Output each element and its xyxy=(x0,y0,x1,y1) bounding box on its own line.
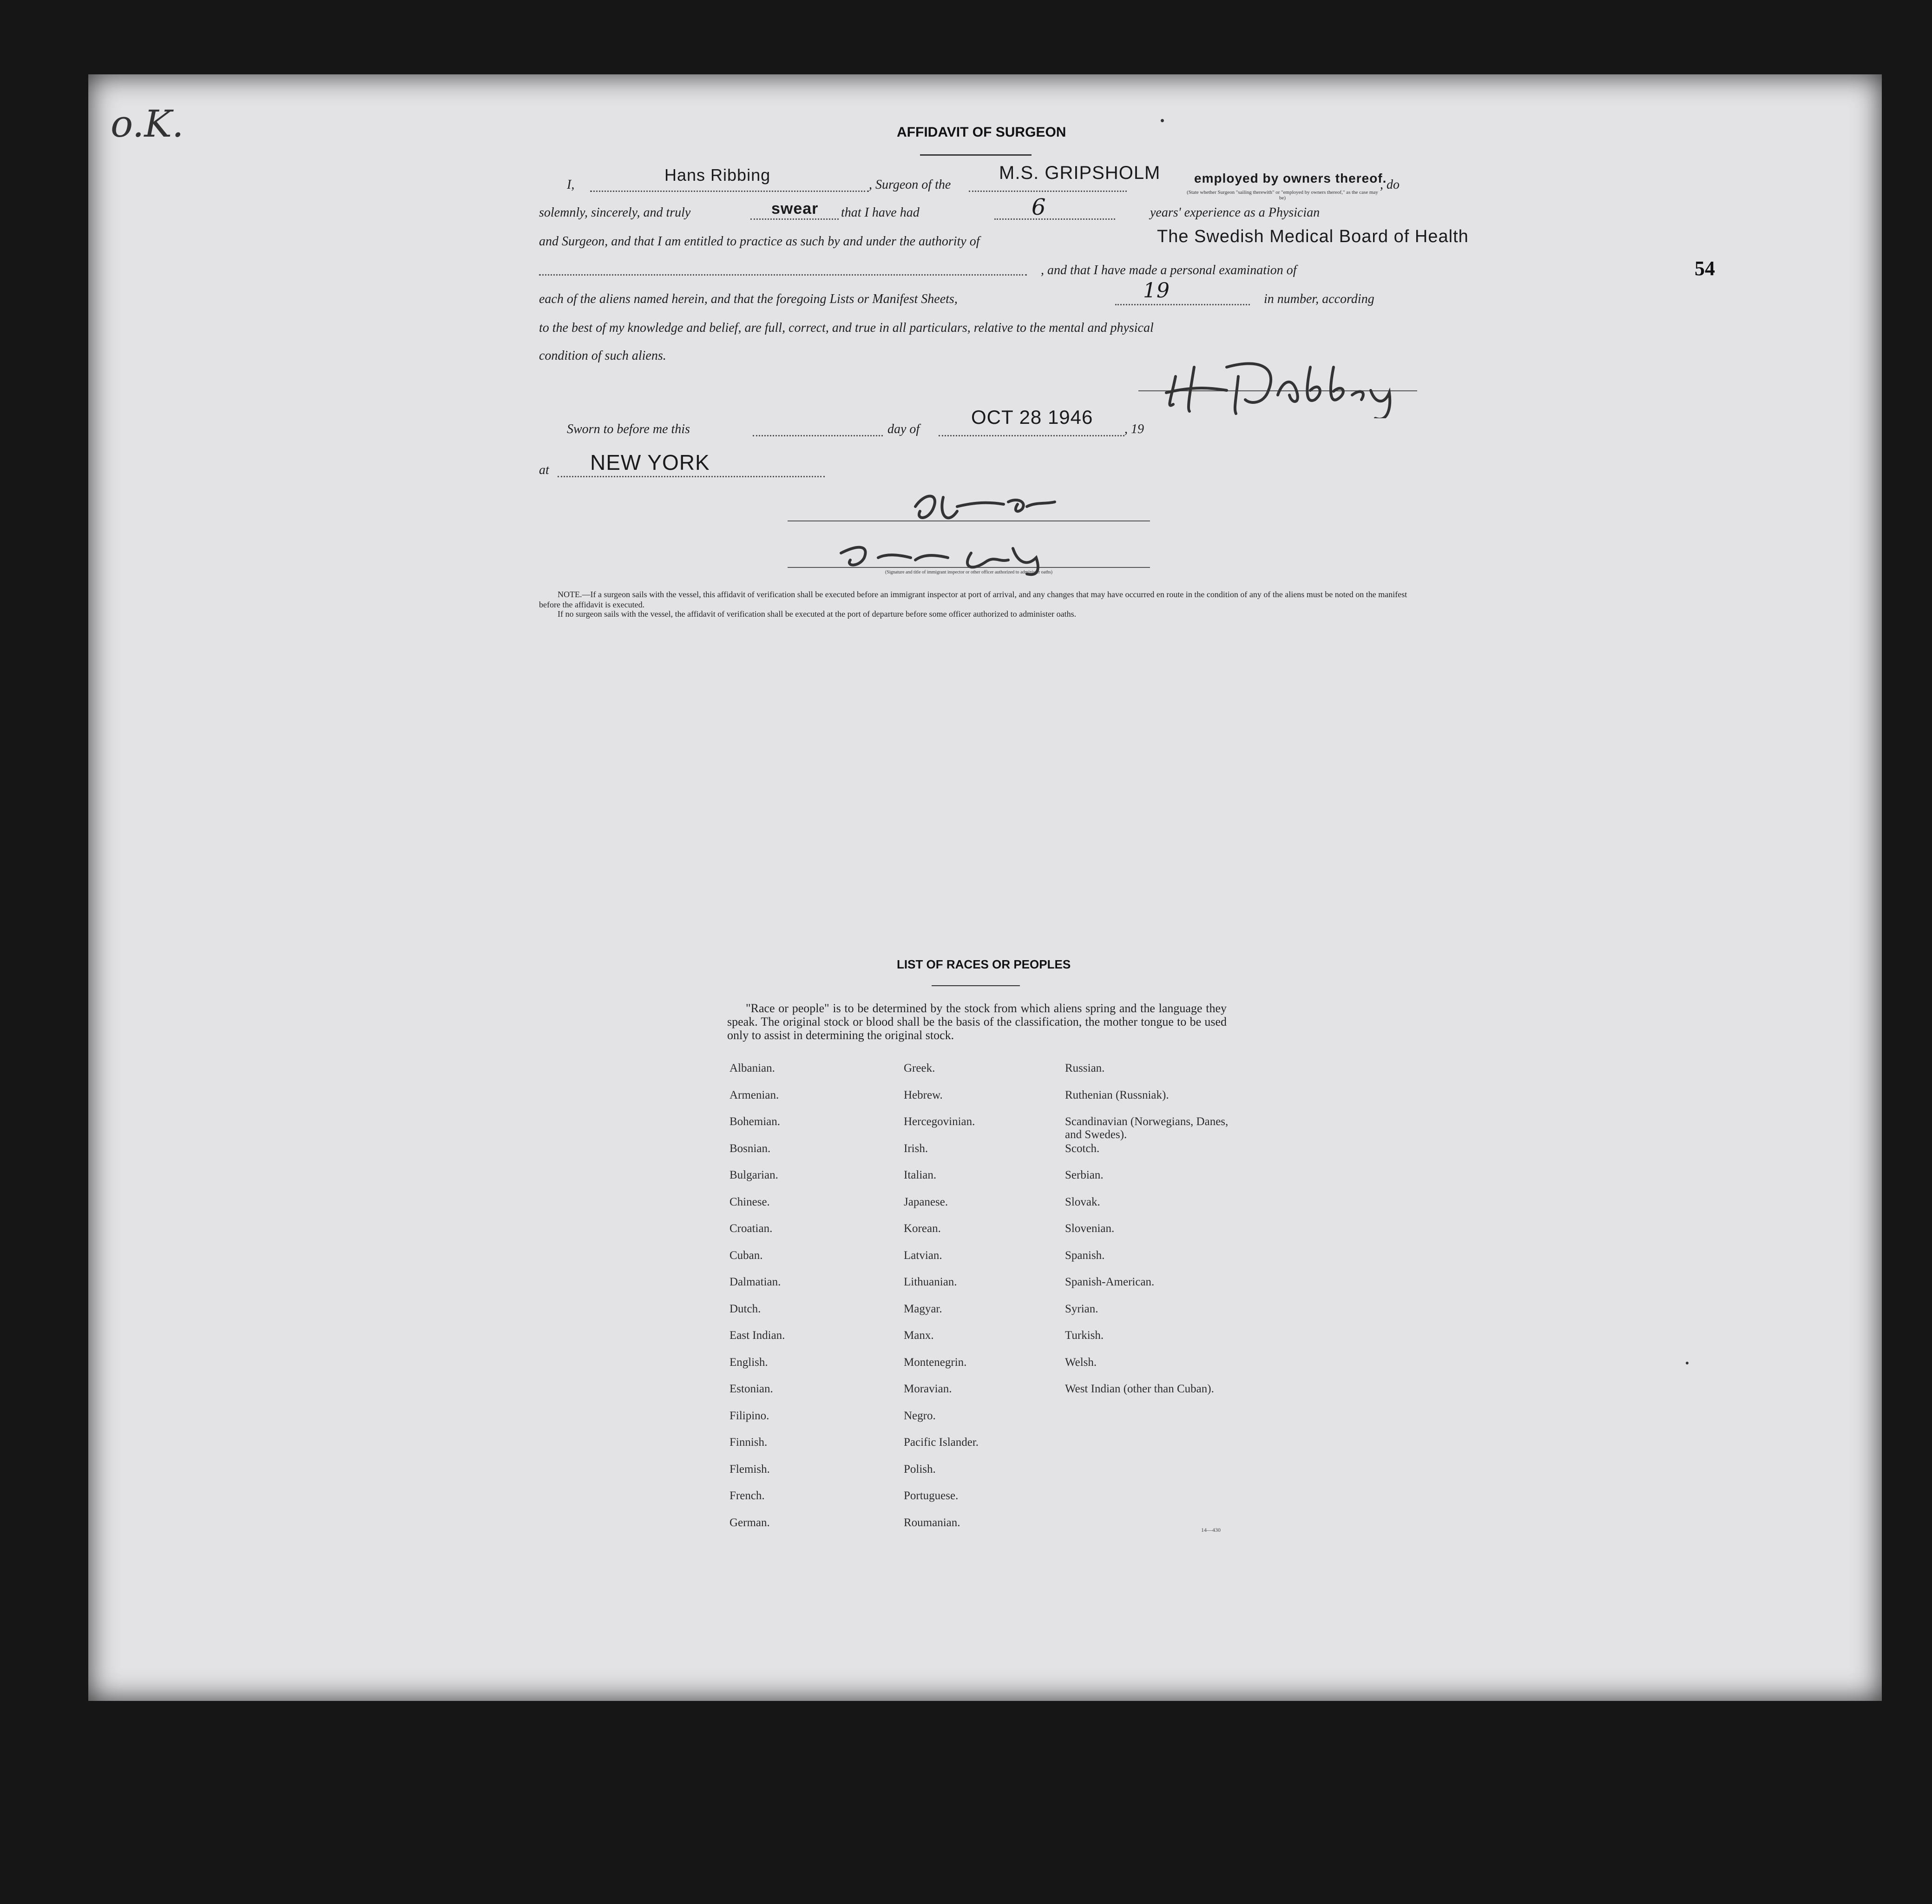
years-experience-text: years' experience as a Physician xyxy=(1150,205,1320,220)
race-item: Slovenian. xyxy=(1065,1222,1115,1235)
race-item: Bosnian. xyxy=(729,1142,771,1155)
race-item: Flemish. xyxy=(729,1463,770,1476)
race-item: East Indian. xyxy=(729,1329,785,1342)
fill-line xyxy=(994,218,1115,220)
each-of-aliens-text: each of the aliens named herein, and that the foregoing Lists or Manifest Sheets, xyxy=(539,292,958,306)
authority-field[interactable]: The Swedish Medical Board of Health xyxy=(1157,227,1469,246)
race-item: Pacific Islander. xyxy=(904,1436,979,1449)
race-item: Dutch. xyxy=(729,1302,761,1315)
fill-line xyxy=(969,191,1127,192)
title-rule xyxy=(920,154,1032,156)
race-item: Dalmatian. xyxy=(729,1276,781,1288)
race-item: Finnish. xyxy=(729,1436,768,1449)
that-i-have-had-text: that I have had xyxy=(841,205,920,220)
affidavit-title: AFFIDAVIT OF SURGEON xyxy=(897,125,1066,140)
race-item: Slovak. xyxy=(1065,1195,1100,1208)
races-title: LIST OF RACES OR PEOPLES xyxy=(897,957,1071,971)
race-item: Croatian. xyxy=(729,1222,773,1235)
race-item: Scandinavian (Norwegians, Danes, and Swedes). xyxy=(1065,1115,1229,1141)
fill-line xyxy=(1115,304,1250,305)
race-item: Russian. xyxy=(1065,1062,1105,1074)
race-item: Hebrew. xyxy=(904,1088,943,1101)
place-field[interactable]: NEW YORK xyxy=(590,450,710,474)
race-item: Latvian. xyxy=(904,1249,942,1262)
surgeon-of-the-text: , Surgeon of the xyxy=(869,178,951,192)
race-item: Manx. xyxy=(904,1329,934,1342)
race-item: Armenian. xyxy=(729,1088,779,1101)
fill-line xyxy=(539,274,1027,276)
fill-line xyxy=(939,435,1124,436)
fill-line xyxy=(753,435,883,436)
race-item: Lithuanian. xyxy=(904,1276,957,1288)
race-item: Albanian. xyxy=(729,1062,775,1074)
race-item: English. xyxy=(729,1356,768,1369)
years-field[interactable]: 6 xyxy=(1032,194,1046,220)
surgeon-signature xyxy=(1157,349,1417,421)
note-paragraph: NOTE.—If a surgeon sails with the vessel, this affidavit of verification shall be executed before an immigrant inspector at port of arrival, and any changes that may have occurred en route in the condition of any of the aliens must be noted on the manifest before the affidavit is executed. xyxy=(539,590,1407,609)
race-item: Irish. xyxy=(904,1142,928,1155)
race-item: Japanese. xyxy=(904,1195,948,1208)
paper-speck xyxy=(1161,119,1164,122)
race-item: Magyar. xyxy=(904,1302,942,1315)
race-item: Bohemian. xyxy=(729,1115,781,1128)
race-item: Filipino. xyxy=(729,1409,769,1422)
race-item: Syrian. xyxy=(1065,1302,1098,1315)
fill-line xyxy=(558,476,825,477)
fill-line xyxy=(590,191,869,192)
day-of-text: day of xyxy=(887,422,920,436)
handwritten-annotation: o.K. xyxy=(111,102,184,145)
page-number: 54 xyxy=(1695,257,1715,280)
race-item: Moravian. xyxy=(904,1383,952,1395)
race-item: Polish. xyxy=(904,1463,936,1476)
vessel-field[interactable]: M.S. GRIPSHOLM xyxy=(999,163,1161,183)
race-item: Estonian. xyxy=(729,1383,773,1395)
affidavit-i: I, xyxy=(567,178,575,192)
race-item: Montenegrin. xyxy=(904,1356,967,1369)
sheets-field[interactable]: 19 xyxy=(1143,279,1170,303)
race-item: Portuguese. xyxy=(904,1489,959,1502)
do-text: , do xyxy=(1380,178,1400,192)
condition-text: condition of such aliens. xyxy=(539,349,666,363)
in-number-text: in number, according xyxy=(1264,292,1374,306)
races-intro: "Race or people" is to be determined by the stock from which aliens spring and the language they speak. The original stock or blood shall be the basis of the classification, the mother tongue to be used only to assist in determining the original stock. xyxy=(727,1001,1227,1042)
solemnly-text: solemnly, sincerely, and truly xyxy=(539,205,691,220)
race-item: Serbian. xyxy=(1065,1169,1104,1181)
personal-exam-text: , and that I have made a personal examination of xyxy=(1041,263,1297,277)
race-item: Bulgarian. xyxy=(729,1169,778,1181)
race-item: Negro. xyxy=(904,1409,936,1422)
at-text: at xyxy=(539,463,549,477)
race-item: Chinese. xyxy=(729,1195,770,1208)
employment-instruction: (State whether Surgeon "sailing therewith" or "employed by owners thereof," as the case may be) xyxy=(1187,190,1378,201)
race-item: West Indian (other than Cuban). xyxy=(1065,1383,1214,1395)
best-of-knowledge-text: to the best of my knowledge and belief, are full, correct, and true in all particulars, relative to the mental and physical xyxy=(539,321,1154,335)
race-item: Turkish. xyxy=(1065,1329,1104,1342)
race-item: French. xyxy=(729,1489,765,1502)
paper-speck xyxy=(1686,1362,1689,1364)
race-item: Ruthenian (Russniak). xyxy=(1065,1088,1169,1101)
race-item: Scotch. xyxy=(1065,1142,1100,1155)
and-surgeon-text: and Surgeon, and that I am entitled to practice as such by and under the authority of xyxy=(539,234,980,249)
form-code: 14—430 xyxy=(1201,1527,1221,1533)
oath-field[interactable]: swear xyxy=(771,200,819,217)
race-item: Italian. xyxy=(904,1169,937,1181)
sworn-text: Sworn to before me this xyxy=(567,422,690,436)
race-item: German. xyxy=(729,1516,770,1529)
race-item: Cuban. xyxy=(729,1249,763,1262)
race-item: Spanish. xyxy=(1065,1249,1105,1262)
title-rule xyxy=(932,985,1020,986)
fill-line xyxy=(750,218,839,220)
race-item: Hercegovinian. xyxy=(904,1115,975,1128)
signature-caption: (Signature and title of immigrant inspector or other officer authorized to administer oaths) xyxy=(885,570,1053,575)
race-item: Spanish-American. xyxy=(1065,1276,1155,1288)
race-item: Roumanian. xyxy=(904,1516,960,1529)
race-item: Greek. xyxy=(904,1062,935,1074)
date-field[interactable]: OCT 28 1946 xyxy=(971,406,1093,428)
race-item: Korean. xyxy=(904,1222,941,1235)
race-item: Welsh. xyxy=(1065,1356,1097,1369)
inspector-signature xyxy=(906,483,1059,532)
year-prefix-text: , 19 xyxy=(1124,422,1144,436)
surgeon-name-field[interactable]: Hans Ribbing xyxy=(664,165,771,184)
employment-field[interactable]: employed by owners thereof. xyxy=(1194,171,1387,185)
document-page xyxy=(88,74,1882,1701)
note-paragraph: If no surgeon sails with the vessel, the affidavit of verification shall be executed at the port of departure before some officer authorized to administer oaths. xyxy=(558,609,1077,619)
